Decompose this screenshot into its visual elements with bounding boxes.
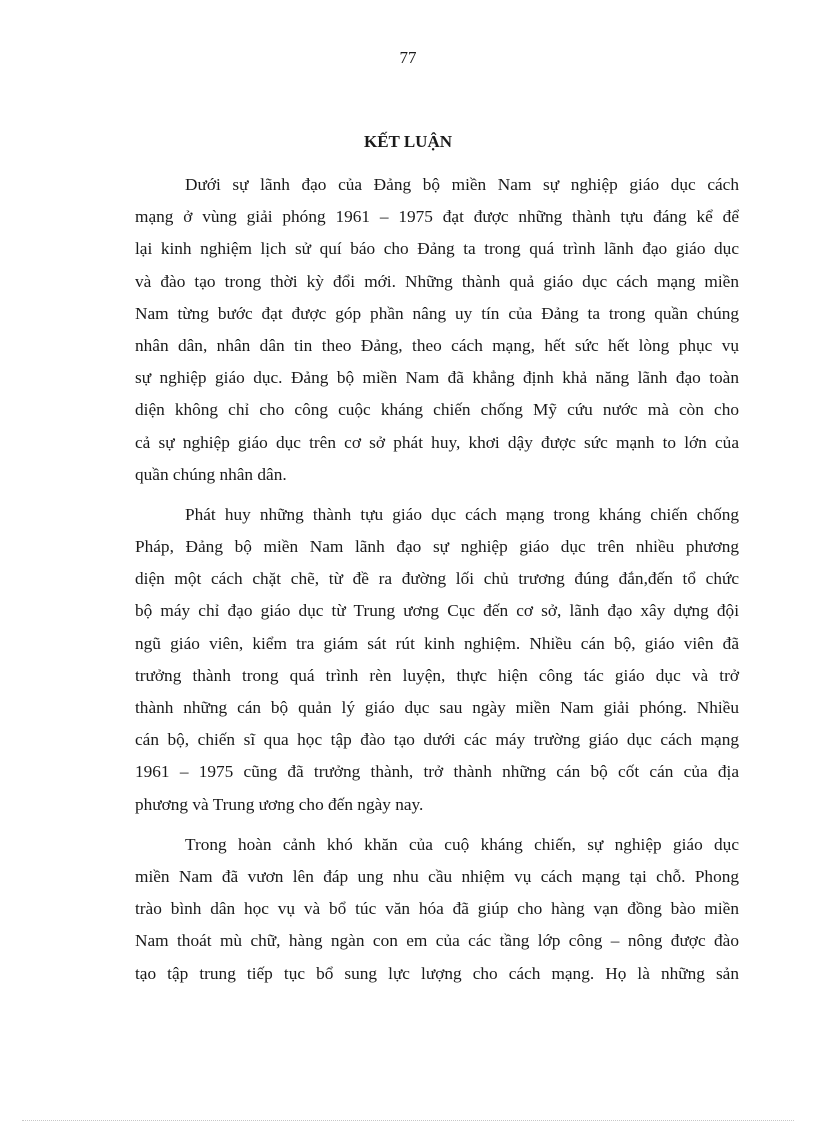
paragraph-spacer: [135, 821, 739, 829]
text-line: trưởng thành trong quá trình rèn luyện, thực hiện công tác giáo dục và trở: [135, 665, 739, 685]
text-line: trào bình dân học vụ và bổ túc văn hóa đã giúp cho hàng vạn đồng bào miền: [135, 899, 739, 919]
paragraph-2: [135, 499, 739, 821]
paragraph-3: [135, 829, 739, 990]
paragraph-spacer: [135, 491, 739, 499]
text-line: cả sự nghiệp giáo dục trên cơ sở phát huy, khơi dậy được sức mạnh to lớn của: [135, 432, 739, 452]
text-line: Trong hoàn cảnh khó khăn của cuộ kháng chiến, sự nghiệp giáo dục: [185, 834, 739, 854]
paragraph-1: [135, 169, 739, 491]
text-line: nhân dân, nhân dân tin theo Đảng, theo cách mạng, hết sức hết lòng phục vụ: [135, 335, 739, 355]
text-line: Nam thoát mù chữ, hàng ngàn con em của các tầng lớp công – nông được đào: [135, 931, 739, 951]
text-line: Phát huy những thành tựu giáo dục cách mạng trong kháng chiến chống: [185, 504, 739, 524]
text-line: lại kinh nghiệm lịch sử quí báo cho Đảng ta trong quá trình lãnh đạo giáo dục: [135, 239, 739, 259]
text-line: 1961 – 1975 cũng đã trưởng thành, trở thành những cán bộ cốt cán của địa: [135, 762, 739, 782]
text-line: quần chúng nhân dân.: [135, 464, 287, 484]
text-line: tạo tập trung tiếp tục bổ sung lực lượng cho cách mạng. Họ là những sản: [135, 963, 739, 983]
text-line: Dưới sự lãnh đạo của Đảng bộ miền Nam sự nghiệp giáo dục cách: [185, 175, 739, 194]
text-line: Pháp, Đảng bộ miền Nam lãnh đạo sự nghiệp giáo dục trên nhiều phương: [135, 537, 739, 557]
document-body: [135, 169, 739, 990]
page-bottom-rule: [22, 1120, 794, 1121]
text-line: ngũ giáo viên, kiểm tra giám sát rút kinh nghiệm. Nhiều cán bộ, giáo viên đã: [135, 633, 739, 653]
text-line: sự nghiệp giáo dục. Đảng bộ miền Nam đã khẳng định khả năng lãnh đạo toàn: [135, 368, 739, 388]
text-line: và đào tạo trong thời kỳ đổi mới. Những thành quả giáo dục cách mạng miền: [135, 271, 739, 291]
text-line: Nam từng bước đạt được góp phần nâng uy tín của Đảng ta trong quần chúng: [135, 303, 739, 323]
text-line: cán bộ, chiến sĩ qua học tập đào tạo dưới các máy trường giáo dục cách mạng: [135, 730, 739, 750]
text-line: diện một cách chặt chẽ, từ đề ra đường lối chủ trương đúng đắn,đến tổ chức: [135, 569, 739, 589]
page-title: KẾT LUẬN: [363, 132, 452, 151]
page-number: 77: [399, 48, 417, 67]
text-line: miền Nam đã vươn lên đáp ung nhu cầu nhiệm vụ cách mạng tại chỗ. Phong: [135, 866, 739, 886]
text-line: phương và Trung ương cho đến ngày nay.: [135, 794, 424, 814]
text-line: diện không chỉ cho công cuộc kháng chiến chống Mỹ cứu nước mà còn cho: [135, 400, 739, 420]
text-line: mạng ở vùng giải phóng 1961 – 1975 đạt được những thành tựu đáng kể để: [135, 207, 739, 227]
text-line: bộ máy chỉ đạo giáo dục từ Trung ương Cục đến cơ sở, lãnh đạo xây dựng đội: [135, 601, 739, 621]
text-line: thành những cán bộ quản lý giáo dục sau ngày miền Nam giải phóng. Nhiều: [135, 698, 739, 717]
